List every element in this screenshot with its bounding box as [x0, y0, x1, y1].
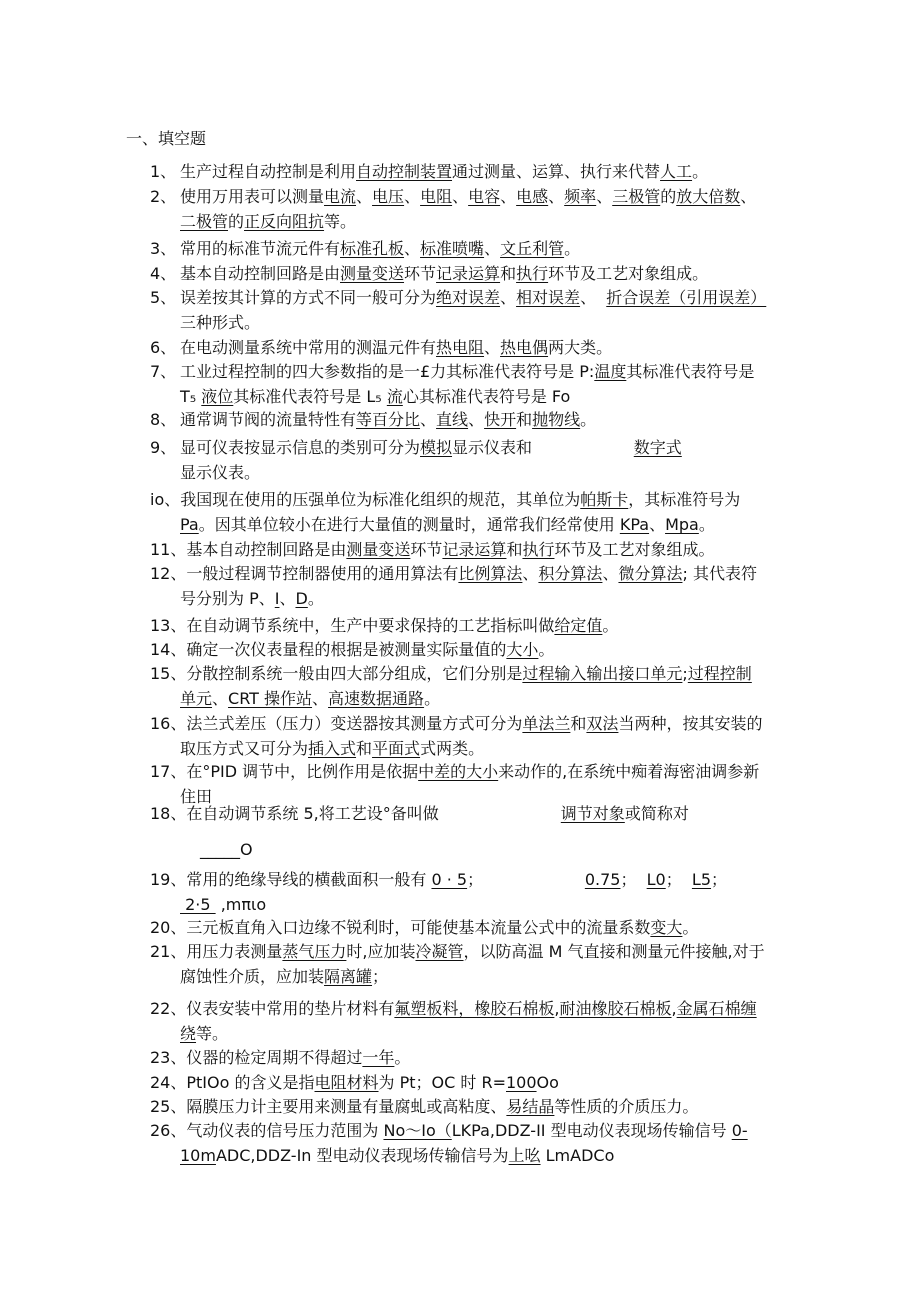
answer-text: 电感 [516, 187, 549, 206]
question-line [150, 160, 800, 184]
answer-text: 放大倍数 [676, 187, 741, 206]
answer-text: 数字式 [633, 438, 682, 457]
answer-text: 电压 [372, 187, 405, 206]
answer-text: 隔离罐 [324, 967, 373, 986]
answer-text: I [274, 589, 280, 608]
question-text: 腐蚀性介质，应加装 [180, 967, 325, 986]
answer-text: 流 [386, 387, 403, 406]
question-line [150, 360, 800, 384]
question-text: LKPa,DDZ-II 型电动仪表现场传输信号 [451, 1121, 732, 1140]
answer-text: 比例算法 [458, 564, 523, 583]
question-text: 。 [307, 589, 324, 608]
question-text: 三种形式。 [180, 313, 261, 332]
question-text: ，以防高温 M 气直接和测量元件接触,对于 [463, 942, 765, 961]
question-line [150, 997, 800, 1021]
question-continuation-line [180, 311, 800, 335]
answer-text: L5 [691, 870, 712, 889]
question-number: 21、 [150, 942, 187, 961]
answer-text: 执行 [516, 264, 549, 283]
question-text: 。 [564, 239, 581, 258]
answer-text: 氟塑板料，橡胶石棉板 [394, 999, 555, 1018]
question-text: 、 [500, 187, 517, 206]
question-continuation-line [180, 687, 800, 711]
question-continuation-line [180, 461, 800, 485]
question-number: 8、 [150, 410, 177, 429]
question-number: 13、 [150, 616, 187, 635]
answer-text: KPa [619, 515, 650, 534]
question-text: 通常调节阀的流量特性有 [180, 410, 357, 429]
answer-text: 测量变送 [346, 540, 411, 559]
question-text: ; 其代表符 [682, 564, 757, 583]
question-line [150, 408, 800, 432]
question-text: 、 [404, 187, 421, 206]
question-text [532, 438, 634, 457]
question-number: 23、 [150, 1048, 187, 1067]
question-text: 环节及工艺对象组成。 [548, 264, 709, 283]
answer-text: No～Io（ [383, 1121, 452, 1140]
question-text: 、 [212, 689, 229, 708]
answer-text: 正反向阻抗 [244, 212, 325, 231]
question-text: 用压力表测量 [186, 942, 283, 961]
question-text: 。 [602, 616, 619, 635]
question-line [150, 662, 800, 686]
answer-text: 0.75 [584, 870, 621, 889]
answer-text: Mpa [665, 515, 699, 534]
answer-text: 记录运算 [442, 540, 507, 559]
question-text: 隔膜压力计主要用来测量有量腐虬或高粘度、 [186, 1097, 507, 1116]
question-text: 和 [506, 540, 523, 559]
question-text: 、 [279, 589, 296, 608]
question-text: 其标准代表符号是 L₅ [233, 387, 387, 406]
question-text: 其标准代表符号是 [626, 362, 755, 381]
answer-text: 给定值 [554, 616, 603, 635]
question-number: io、 [150, 490, 181, 509]
question-text: 在自动调节系统中，生产中要求保持的工艺指标叫做 [186, 616, 555, 635]
question-text: 。 [692, 162, 709, 181]
question-text: 的 [228, 212, 245, 231]
question-text: 、 [312, 689, 329, 708]
question-text: 号分别为 P、 [180, 589, 275, 608]
question-text: 使用万用表可以测量 [180, 187, 325, 206]
question-number: 7、 [150, 362, 177, 381]
question-text: ,mπιo [215, 895, 267, 914]
question-line [150, 916, 800, 940]
question-text: 环节 [410, 540, 443, 559]
question-continuation-line [180, 737, 800, 761]
question-text: _____O [200, 840, 253, 859]
question-text: T₅ [180, 387, 202, 406]
question-text: 误差按其计算的方式不同一般可分为 [180, 288, 437, 307]
question-text: 、 [452, 187, 469, 206]
question-text: 工业过程控制的四大参数指的是一£力其标准代表符号是 P: [180, 362, 595, 381]
question-text: 取压方式又可分为 [180, 739, 309, 758]
question-text: 等。 [196, 1024, 229, 1043]
question-text: 我国现在使用的压强单位为标准化组织的规范，其单位为 [180, 490, 581, 509]
question-line [150, 562, 800, 586]
answer-text: 液位 [201, 387, 234, 406]
question-text: 气动仪表的信号压力范围为 [186, 1121, 384, 1140]
answer-text: 电阻材料 [314, 1073, 379, 1092]
answer-text: 快开 [484, 410, 517, 429]
answer-text: 人工 [660, 162, 693, 181]
question-line [150, 868, 800, 892]
question-text: 。因其单位较小在进行大量值的测量时，通常我们经常使用 [198, 515, 620, 534]
question-text: ; [682, 664, 688, 683]
question-line [150, 1071, 800, 1095]
question-text: 、 [484, 239, 501, 258]
answer-text: 电流 [324, 187, 357, 206]
question-line [150, 286, 800, 310]
answer-text: 调节对象 [560, 804, 625, 823]
answer-text: 积分算法 [538, 564, 603, 583]
answer-text: 冷凝管 [415, 942, 464, 961]
question-text: 时,应加装 [346, 942, 416, 961]
question-text: 、 [356, 187, 373, 206]
question-line [150, 712, 800, 736]
question-text: 、 [420, 410, 437, 429]
question-text: 或简称对 [624, 804, 689, 823]
question-continuation-line [180, 965, 800, 989]
answer-text: 自动控制装置 [356, 162, 453, 181]
question-number: 20、 [150, 918, 187, 937]
question-number: 14、 [150, 640, 187, 659]
question-number: 6、 [150, 338, 177, 357]
answer-text: 0- [731, 1121, 748, 1140]
answer-text: 过程控制 [687, 664, 752, 683]
question-continuation-line [180, 1022, 800, 1046]
answer-text: 执行 [522, 540, 555, 559]
question-text: ； [620, 870, 647, 889]
question-number: 3、 [150, 239, 177, 258]
question-line [150, 1095, 800, 1119]
question-text: , [554, 999, 560, 1018]
question-line [150, 436, 800, 460]
question-text: 和 [516, 410, 533, 429]
question-text: 显可仪表按显示信息的类别可分为 [180, 438, 421, 457]
question-text: ； [711, 870, 728, 889]
question-text: 三元板直角入口边缘不锐利时，可能使基本流量公式中的流量系数 [186, 918, 651, 937]
answer-text: 模拟 [420, 438, 453, 457]
answer-text: 蒸气压力 [282, 942, 347, 961]
question-text: 、 [522, 564, 539, 583]
question-text: 。 [698, 515, 715, 534]
question-text: 。 [424, 689, 441, 708]
question-text: 、 [500, 288, 517, 307]
answer-text: 一年 [362, 1048, 395, 1067]
answer-text: 插入式 [308, 739, 357, 758]
answer-text: 测量变送 [340, 264, 405, 283]
answer-text: 标准喷嘴 [420, 239, 485, 258]
answer-text: 过程输入输出接口单元 [522, 664, 683, 683]
question-text: , [671, 999, 677, 1018]
question-text: LmADCo [540, 1146, 615, 1165]
question-number: 22、 [150, 999, 187, 1018]
answer-text: 中差的大小 [418, 762, 499, 781]
question-text: 为 Pt；OC 时 R= [378, 1073, 506, 1092]
question-line [200, 838, 850, 862]
question-text: 、 [580, 288, 607, 307]
question-text: ADC,DDZ-In 型电动仪表现场传输信号为 [215, 1146, 509, 1165]
question-text: 式两类。 [420, 739, 485, 758]
question-line [150, 488, 800, 512]
answer-text: 抛物线 [532, 410, 581, 429]
question-text: 基本自动控制回路是由 [180, 264, 341, 283]
question-line [150, 1046, 800, 1070]
answer-text: 相对误差 [516, 288, 581, 307]
question-number: 25、 [150, 1097, 187, 1116]
question-number: 16、 [150, 714, 187, 733]
question-text: 一般过程调节控制器使用的通用算法有 [186, 564, 459, 583]
answer-text: 单法兰 [522, 714, 571, 733]
question-continuation-line [180, 513, 800, 537]
question-text: 来动作的,在系统中痴着海密油调参新 [498, 762, 760, 781]
answer-text: 记录运算 [436, 264, 501, 283]
question-text: 。 [580, 410, 597, 429]
answer-text: 易结晶 [506, 1097, 555, 1116]
question-text: 和 [570, 714, 587, 733]
question-text: 仪器的检定周期不得超过 [186, 1048, 363, 1067]
question-text: 常用的标准节流元件有 [180, 239, 341, 258]
question-line [150, 185, 800, 209]
question-number: 4、 [150, 264, 177, 283]
question-text: ； [665, 870, 692, 889]
question-continuation-line [180, 1144, 800, 1168]
answer-text: 温度 [594, 362, 627, 381]
question-number: 12、 [150, 564, 187, 583]
answer-text: 0 · 5 [431, 870, 468, 889]
answer-text: 折合误差（引用误差） [606, 288, 767, 307]
answer-text: 绕 [180, 1024, 197, 1043]
question-text: 、 [740, 187, 757, 206]
question-line [150, 1119, 800, 1143]
question-text: 环节及工艺对象组成。 [554, 540, 715, 559]
question-line [150, 638, 800, 662]
question-line [150, 237, 800, 261]
answer-text: D [295, 589, 308, 608]
question-continuation-line [180, 385, 800, 409]
answer-text: 文丘利管 [500, 239, 565, 258]
answer-text: 标准孔板 [340, 239, 405, 258]
question-number: 18、 [150, 804, 187, 823]
answer-text: 三极管 [612, 187, 661, 206]
question-text: 。 [538, 640, 555, 659]
question-text: 在电动测量系统中常用的测温元件有 [180, 338, 437, 357]
question-text: 、 [484, 338, 501, 357]
question-text: ； [467, 870, 585, 889]
question-text: 在°PID 调节中，比例作用是依据 [186, 762, 419, 781]
question-number: 9、 [150, 438, 177, 457]
question-text: 仪表安装中常用的垫片材料有 [186, 999, 395, 1018]
answer-text: 直线 [436, 410, 469, 429]
answer-text: 100 [506, 1073, 537, 1092]
answer-text: 双法 [586, 714, 619, 733]
answer-text: 热电阻 [436, 338, 485, 357]
question-text: 基本自动控制回路是由 [186, 540, 347, 559]
question-number: 26、 [150, 1121, 187, 1140]
question-text: 的 [660, 187, 677, 206]
question-line [150, 940, 800, 964]
question-line [150, 538, 800, 562]
answer-text: 单元 [180, 689, 213, 708]
answer-text: 金属石棉缠 [676, 999, 757, 1018]
question-number: 2、 [150, 187, 177, 206]
question-text: 两大类。 [548, 338, 613, 357]
answer-text: 变大 [650, 918, 683, 937]
question-text: 分散控制系统一般由四大部分组成，它们分别是 [186, 664, 523, 683]
question-text: 、 [596, 187, 613, 206]
question-text: 环节 [404, 264, 437, 283]
question-line [150, 760, 800, 784]
question-text: 通过测量、运算、执行来代替 [452, 162, 661, 181]
question-text: 显示仪表。 [180, 463, 261, 482]
question-text: 显示仪表和 [452, 438, 533, 457]
question-line [150, 802, 800, 826]
answer-text: CRT 操作站 [228, 689, 313, 708]
answer-text: 微分算法 [618, 564, 683, 583]
answer-text: 频率 [564, 187, 597, 206]
question-number: 1、 [150, 162, 177, 181]
question-line [150, 262, 800, 286]
question-number: 24、 [150, 1073, 187, 1092]
answer-text: 2·5 [180, 895, 216, 914]
answer-text: 电容 [468, 187, 501, 206]
question-text: 等。 [324, 212, 357, 231]
answer-text: 电阻 [420, 187, 453, 206]
question-text: 、 [548, 187, 565, 206]
answer-text: Pa [180, 515, 199, 534]
question-text: PtIOo 的含义是指 [186, 1073, 315, 1092]
question-text: 、 [468, 410, 485, 429]
answer-text: 高速数据通路 [328, 689, 425, 708]
question-continuation-line [180, 587, 800, 611]
answer-text: 大小 [506, 640, 539, 659]
question-text: 住田 [180, 787, 213, 806]
question-number: 19、 [150, 870, 187, 889]
question-text: 、 [649, 515, 666, 534]
answer-text: 10m [180, 1146, 216, 1165]
answer-text: 热电偶 [500, 338, 549, 357]
question-line [150, 336, 800, 360]
answer-text: 绝对误差 [436, 288, 501, 307]
question-text: 等性质的介质压力。 [554, 1097, 699, 1116]
question-text: ，其标准符号为 [628, 490, 741, 509]
question-continuation-line [180, 893, 800, 917]
answer-text: L0 [646, 870, 666, 889]
answer-text: 上吆 [508, 1146, 541, 1165]
question-number: 17、 [150, 762, 187, 781]
question-text: 常用的绝缘导线的横截面积一般有 [186, 870, 432, 889]
question-text: 、 [602, 564, 619, 583]
question-text [439, 804, 561, 823]
question-text: ； [372, 967, 389, 986]
answer-text: 二极管 [180, 212, 229, 231]
question-text: 生产过程自动控制是利用 [180, 162, 357, 181]
question-line [150, 614, 800, 638]
question-continuation-line [180, 210, 800, 234]
answer-text: 帕斯卡 [580, 490, 629, 509]
question-text: 。 [682, 918, 699, 937]
question-text: 。 [394, 1048, 411, 1067]
answer-text: 等百分比 [356, 410, 421, 429]
section-title: 一、填空题 [126, 129, 207, 148]
question-text: 心其标准代表符号是 Fo [402, 387, 571, 406]
answer-text: 耐油橡胶石棉板 [559, 999, 672, 1018]
question-number: 5、 [150, 288, 177, 307]
question-text: 和 [356, 739, 373, 758]
question-number: 15、 [150, 664, 187, 683]
question-text: 在自动调节系统 5,将工艺设°备叫做 [186, 804, 439, 823]
question-text: 法兰式差压（压力）变送器按其测量方式可分为 [186, 714, 523, 733]
question-text: 和 [500, 264, 517, 283]
question-text: 当两种，按其安装的 [618, 714, 763, 733]
question-text: Oo [536, 1073, 559, 1092]
question-number: 11、 [150, 540, 187, 559]
answer-text: 平面式 [372, 739, 421, 758]
question-text: 确定一次仪表量程的根据是被测量实际量值的 [186, 640, 507, 659]
question-text: 、 [404, 239, 421, 258]
